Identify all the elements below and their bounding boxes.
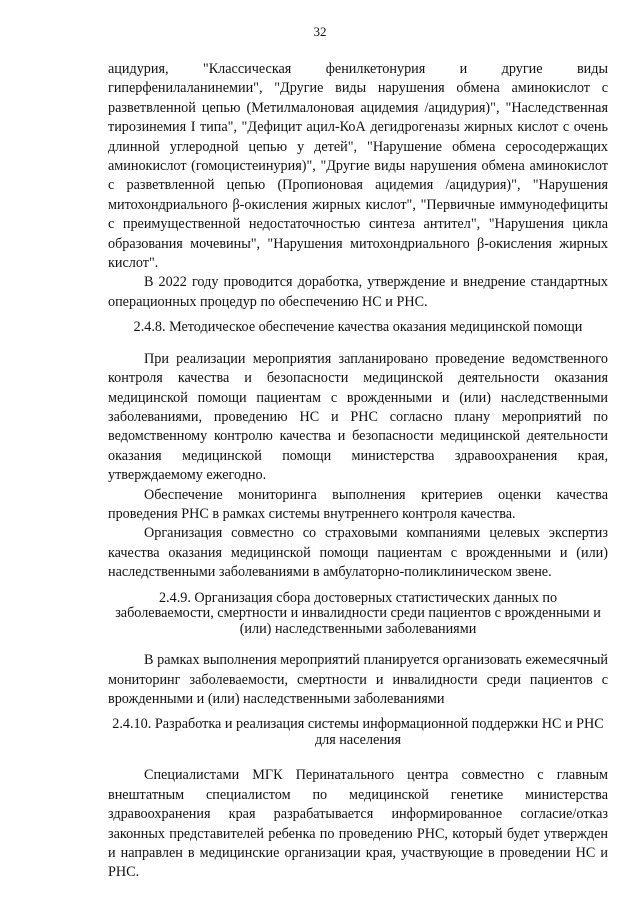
document-body bbox=[108, 60, 608, 883]
paragraph-sop-2022: В 2022 году проводится доработка, утверждение и внедрение стандартных операционных процедур по обеспечению НС и РНС. bbox=[108, 274, 608, 310]
paragraph-monthly-monitoring: В рамках выполнения мероприятий планируется организовать ежемесячный мониторинг заболеваемости, смертности и инвалидности среди пациентов с врожденными и (или) наследственными заболеваниями bbox=[108, 652, 608, 707]
paragraph-monitoring: Обеспечение мониторинга выполнения критериев оценки качества проведения РНС в рамках системы внутреннего контроля качества. bbox=[108, 486, 608, 523]
section-heading-2-4-10: 2.4.10. Разработка и реализация системы информационной поддержки НС и РНС для населения bbox=[112, 716, 604, 748]
paragraph-informed-consent: Специалистами МГК Перинатального центра совместно с главным внештатным специалистом по медицинской генетике министерства здравоохранения края разрабатывается информированное согласие/отказ законных представителей ребенка по проведению РНС, который будет утвержден и направлен в медицинские организации края, участвующие в проведении НС и РНС. bbox=[108, 767, 608, 881]
paragraph-disease-list: ацидурия, "Классическая фенилкетонурия и другие виды гиперфенилаланинемии", "Другие виды нарушения обмена аминокислот с разветвленной цепью (Метилмалоновая ацидемия /ацидурия)", "Наследственная тирозинемия I типа", "Дефицит ацил-КоА дегидрогеназы жирных кислот с очень длинной углеродной цепью у детей", "Нарушение обмена серосодержащих аминокислот (гомоцистеинурия)", "Другие виды нарушения обмена аминокислот с разветвленной цепью (Пропионовая ацидемия /ацидурия)", "Нарушения митохондриального β-окисления жирных кислот", "Первичные иммунодефициты с преимущественной недостаточностью синтеза антител", "Нарушения цикла образования мочевины", "Нарушения митохондриального β-окисления жирных кислот". bbox=[108, 61, 608, 272]
paragraph-expertise: Организация совместно со страховыми компаниями целевых экспертиз качества оказания медицинской помощи пациентам с врожденными и (или) наследственными заболеваниями в амбулаторно-поликлиническом звене. bbox=[108, 525, 608, 581]
page-number: 32 bbox=[313, 24, 327, 39]
paragraph-quality-control: При реализации мероприятия запланировано проведение ведомственного контроля качества и безопасности медицинской деятельности оказания медицинской помощи пациентам с врожденными и (или) наследственными заболеваниями, проведению НС и РНС согласно плану мероприятий по ведомственному контролю качества и безопасности медицинской деятельности оказания медицинской помощи министерства здравоохранения края, утверждаемому ежегодно. bbox=[108, 350, 608, 484]
section-heading-2-4-8: 2.4.8. Методическое обеспечение качества оказания медицинской помощи bbox=[133, 319, 583, 336]
section-heading-2-4-9: 2.4.9. Организация сбора достоверных статистических данных по заболеваемости, смертности и инвалидности среди пациентов с врожденными и (или) наследственными заболеваниями bbox=[115, 589, 601, 637]
